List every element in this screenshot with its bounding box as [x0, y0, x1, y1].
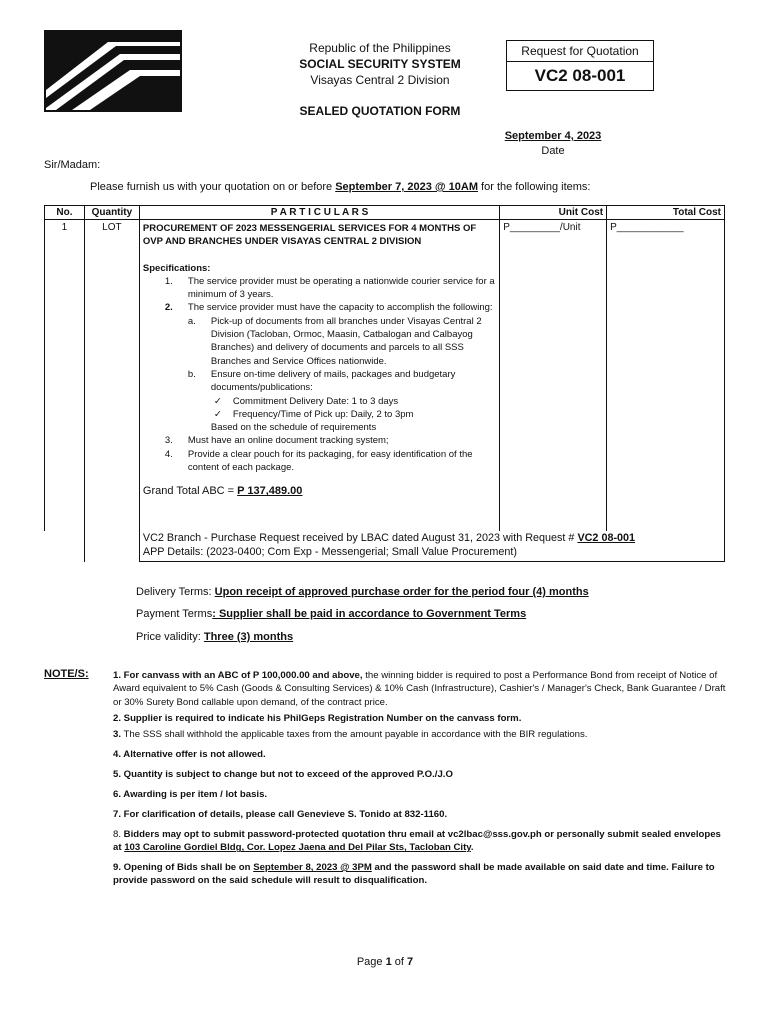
grand-total [143, 485, 496, 498]
spec-list [143, 275, 496, 474]
note-9: 9. Opening of Bids shall be on September 8, 2023 @ 3PM and the password shall be made available on said date and time. Failure to provide password on the said schedule will result to disqualification. [113, 862, 715, 887]
row-no: 1 [45, 220, 85, 532]
date-value: September 4, 2023 [504, 130, 602, 142]
rfq-number: VC2 08-001 [506, 61, 654, 91]
rfq-label: Request for Quotation [506, 40, 654, 62]
form-title: SEALED QUOTATION FORM [299, 104, 461, 118]
spec-item: 2. The service provider must have the capacity to accomplish the following: a. Pick-up of documents from all branches under Visayas Central 2 Division (Tacloban, Ormoc, Maasin, Catbalogan and Calbayog Branches) and delivery of documents and parcels to all SSS Branches and Service Offices nationwide. b. Ensure on-time delivery of mails, packages and budgetary documents/publications: ✓ Commitment Delivery Date: 1 to 3 days ✓ Frequency/Time of Pick up: Daily, 2 to 3pm Based on the schedule of requirements [143, 301, 496, 434]
spec-item: 4. Provide a clear pouch for its packaging, for easy identification of the content of each package. [164, 448, 473, 474]
opening-date: September 8, 2023 @ 3PM [253, 862, 372, 873]
submission-address: 103 Caroline Gordiel Bldg, Cor. Lopez Jaena and Del Pilar Sts, Tacloban City [124, 842, 471, 854]
spec-item: 1. The service provider must be operating a nationwide courier service for a minimum of 3 years. [164, 275, 495, 301]
check-list [211, 395, 496, 422]
note-7: 7. For clarification of details, please call Genevieve S. Tonido at 832-1160. [113, 809, 448, 820]
page-number: Page 1 of 7 [356, 956, 414, 968]
row-particulars [139, 220, 499, 532]
intro-after: for the following items: [478, 181, 591, 193]
col-total-cost: Total Cost [607, 206, 725, 220]
app-details: APP Details: (2023-0400; Com Exp - Messengerial; Small Value Procurement) [142, 546, 517, 558]
note-1: 1. For canvass with an ABC of P 100,000.00 and above, the winning bidder is required to post a Performance Bond from receipt of Notice of Award equivalent to 5% Cash (Goods & Consulting Services) & 10% Cash (Infrastructure), Cashier's / Manager's Check, Bank Guarantee / Draft or 30% Surety Bond callable upon demand, of the contract price. [113, 670, 726, 708]
row-qty: LOT [84, 220, 139, 532]
table-row [45, 220, 725, 532]
sss-logo [44, 30, 182, 112]
grand-total-value: P 137,489.00 [237, 485, 303, 498]
salutation: Sir/Madam: [44, 159, 101, 171]
note-6: 6. Awarding is per item / lot basis. [113, 789, 268, 800]
spec-heading: Specifications: [142, 262, 211, 274]
note-4: 4. Alternative offer is not allowed. [113, 749, 266, 760]
items-table [44, 205, 725, 562]
check-item: ✓ Commitment Delivery Date: 1 to 3 days [213, 395, 399, 407]
row-unit-cost: P_________/Unit [500, 220, 607, 532]
spec-sub-item: a. Pick-up of documents from all branches under Visayas Central 2 Division (Tacloban, Ormoc, Maasin, Catbalogan and Calbayog Branches) and delivery of documents and parcels to all SSS Branches and Service Offices nationwide. [187, 315, 482, 367]
spec-item: 3. Must have an online document tracking system; [164, 435, 389, 447]
schedule-note: Based on the schedule of requirements [210, 422, 377, 434]
note-3: 3. The SSS shall withhold the applicable taxes from the amount payable in accordance with the BIR regulations. [113, 729, 588, 740]
col-no: No. [45, 206, 85, 220]
col-qty: Quantity [84, 206, 139, 220]
delivery-terms: Delivery Terms: Upon receipt of approved purchase order for the period four (4) months [136, 586, 589, 598]
note-8: 8. Bidders may opt to submit password-protected quotation thru email at vc2lbac@sss.gov.ph or personally submit sealed envelopes at 103 Caroline Gordiel Bldg, Cor. Lopez Jaena and Del Pilar Sts, Tacloban City. [113, 829, 721, 854]
table-footer-row [45, 531, 725, 562]
price-validity: Price validity: Three (3) months [136, 631, 294, 643]
check-item: ✓ Frequency/Time of Pick up: Daily, 2 to 3pm [213, 408, 414, 420]
intro-before: Please furnish us with your quotation on or before [90, 181, 336, 193]
note-5: 5. Quantity is subject to change but not to exceed of the approved P.O./J.O [113, 769, 453, 780]
checkmark-icon: ✓ [213, 408, 222, 420]
branch-note: VC2 Branch - Purchase Request received by LBAC dated August 31, 2023 with Request # VC2 08-001 [142, 532, 636, 544]
note-2: 2. Supplier is required to indicate his PhilGeps Registration Number on the canvass form. [113, 713, 522, 724]
checkmark-icon: ✓ [213, 395, 222, 407]
spec-sub-item: b. Ensure on-time delivery of mails, packages and budgetary documents/publications: ✓ Commitment Delivery Date: 1 to 3 days ✓ Frequency/Time of Pick up: Daily, 2 to 3pm Based on the schedule of requirements [188, 368, 496, 434]
row-total-cost: P____________ [607, 220, 725, 532]
header-agency: SOCIAL SECURITY SYSTEM [299, 57, 461, 71]
item-title: PROCUREMENT OF 2023 MESSENGERIAL SERVICES FOR 4 MONTHS OF OVP AND BRANCHES UNDER VISAYAS CENTRAL 2 DIVISION [142, 223, 477, 248]
request-details [139, 531, 724, 562]
date-label: Date [541, 145, 565, 157]
spec-sub-list [188, 315, 496, 435]
intro-text [90, 181, 591, 193]
intro-deadline: September 7, 2023 @ 10AM [335, 181, 478, 193]
branch-note-ref: VC2 08-001 [577, 532, 636, 544]
payment-terms: Payment Terms: Supplier shall be paid in accordance to Government Terms [136, 608, 527, 620]
notes-label: NOTE/S: [44, 668, 89, 680]
table-header-row [45, 206, 725, 220]
header-division: Visayas Central 2 Division [310, 73, 450, 87]
grand-total-label: Grand Total ABC = [142, 485, 238, 498]
sss-logo-graphic [46, 32, 180, 110]
header-republic: Republic of the Philippines [309, 41, 451, 55]
col-particulars: P A R T I C U L A R S [139, 206, 499, 220]
col-unit-cost: Unit Cost [500, 206, 607, 220]
